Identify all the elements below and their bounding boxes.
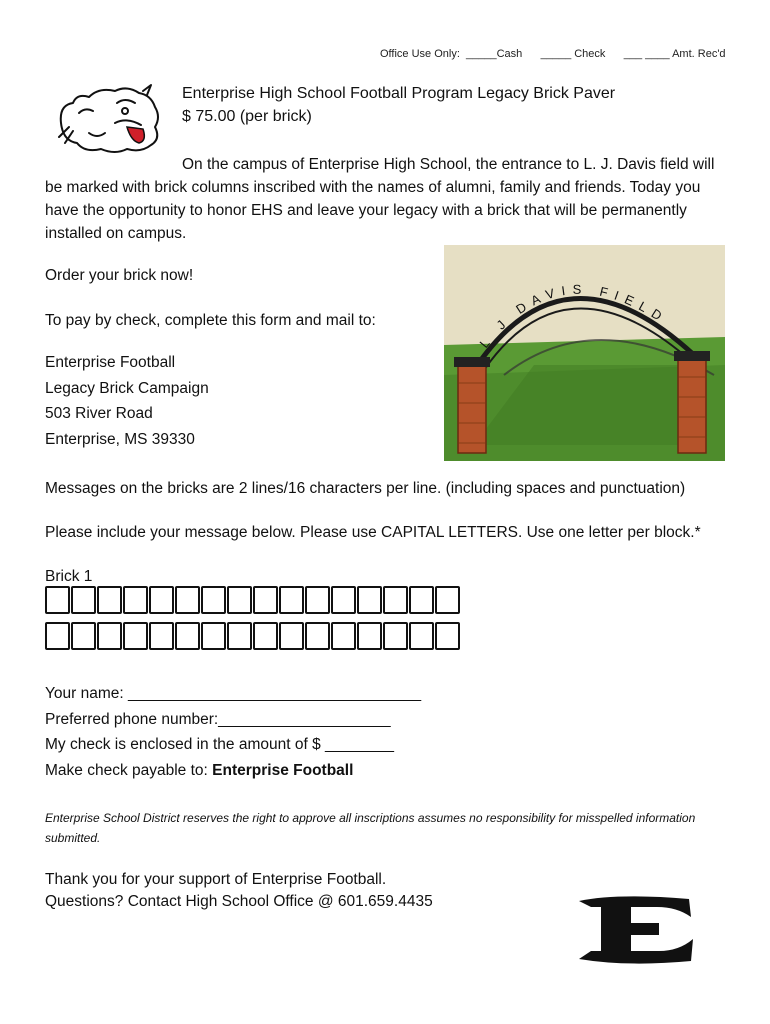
letter-block[interactable] xyxy=(175,586,200,614)
letter-block[interactable] xyxy=(149,586,174,614)
letter-block[interactable] xyxy=(71,586,96,614)
letter-block[interactable] xyxy=(123,586,148,614)
bulldog-mascot-icon xyxy=(55,83,170,155)
price-line: $ 75.00 (per brick) xyxy=(182,108,312,125)
thank-you-text: Thank you for your support of Enterprise Football. xyxy=(45,871,387,888)
letter-block[interactable] xyxy=(409,586,434,614)
address-line-3: 503 River Road xyxy=(45,405,153,422)
your-name-field[interactable]: Your name: __________________________________ xyxy=(45,685,422,702)
contact-text: Questions? Contact High School Office @ 601.659.4435 xyxy=(45,893,433,910)
letter-block[interactable] xyxy=(123,622,148,650)
letter-block[interactable] xyxy=(409,622,434,650)
letter-block[interactable] xyxy=(383,586,408,614)
letter-block[interactable] xyxy=(201,586,226,614)
address-line-4: Enterprise, MS 39330 xyxy=(45,430,195,448)
phone-field[interactable]: Preferred phone number:____________________ xyxy=(45,710,391,728)
letter-block[interactable] xyxy=(97,586,122,614)
payable-name: Enterprise Football xyxy=(212,761,354,779)
closing-text xyxy=(45,869,433,913)
page-title xyxy=(182,82,615,128)
letter-block[interactable] xyxy=(253,622,278,650)
address-line-2: Legacy Brick Campaign xyxy=(45,379,209,397)
letter-block[interactable] xyxy=(175,622,200,650)
messages-note: Messages on the bricks are 2 lines/16 characters per line. (including spaces and punctuation) xyxy=(45,480,686,497)
order-now-text: Order your brick now! xyxy=(45,267,194,284)
arch-lettering: L J DAVIS FIELD xyxy=(476,281,671,351)
letter-block[interactable] xyxy=(227,586,252,614)
letter-block[interactable] xyxy=(305,622,330,650)
address-line-1: Enterprise Football xyxy=(45,354,176,371)
letter-block[interactable] xyxy=(357,586,382,614)
disclaimer-text: Enterprise School District reserves the right to approve all inscriptions assumes no responsibility for misspelled information submitted. xyxy=(45,811,696,845)
letter-block[interactable] xyxy=(383,622,408,650)
office-use-only: Office Use Only: _____Cash _____ Check ___ ____ Amt. Rec'd xyxy=(380,48,726,60)
order-fields xyxy=(45,681,421,783)
letter-block[interactable] xyxy=(97,622,122,650)
letter-block[interactable] xyxy=(279,622,304,650)
letter-block[interactable] xyxy=(331,586,356,614)
check-amount-field[interactable]: My check is enclosed in the amount of $ ________ xyxy=(45,736,394,753)
letter-block[interactable] xyxy=(331,622,356,650)
mailing-address xyxy=(45,350,209,452)
intro-paragraph: On the campus of Enterprise High School, the entrance to L. J. Davis field will be marked with brick columns inscribed with the names of alumni, family and friends. Today you have the opportunity to honor EHS and leave your legacy with a brick that will be permanently installed on campus. xyxy=(45,156,715,242)
pay-by-check-text: To pay by check, complete this form and mail to: xyxy=(45,312,376,329)
letter-block[interactable] xyxy=(435,586,460,614)
brick-1-label: Brick 1 xyxy=(45,568,93,585)
enterprise-e-logo-icon xyxy=(577,893,695,965)
brick-line-2 xyxy=(45,622,460,650)
letter-block[interactable] xyxy=(45,622,70,650)
letter-block[interactable] xyxy=(227,622,252,650)
letter-block[interactable] xyxy=(45,586,70,614)
field-entrance-photo xyxy=(444,245,725,461)
letter-block[interactable] xyxy=(253,586,278,614)
letter-block[interactable] xyxy=(71,622,96,650)
letter-block[interactable] xyxy=(357,622,382,650)
letter-block[interactable] xyxy=(201,622,226,650)
include-note: Please include your message below. Please use CAPITAL LETTERS. Use one letter per block.* xyxy=(45,524,701,541)
letter-block[interactable] xyxy=(149,622,174,650)
letter-block[interactable] xyxy=(279,586,304,614)
letter-block[interactable] xyxy=(305,586,330,614)
brick-line-1 xyxy=(45,586,460,614)
payable-prefix: Make check payable to: xyxy=(45,761,213,779)
payable-line xyxy=(45,758,421,784)
title-line-1: Enterprise High School Football Program Legacy Brick Paver xyxy=(182,85,616,102)
letter-block[interactable] xyxy=(435,622,460,650)
